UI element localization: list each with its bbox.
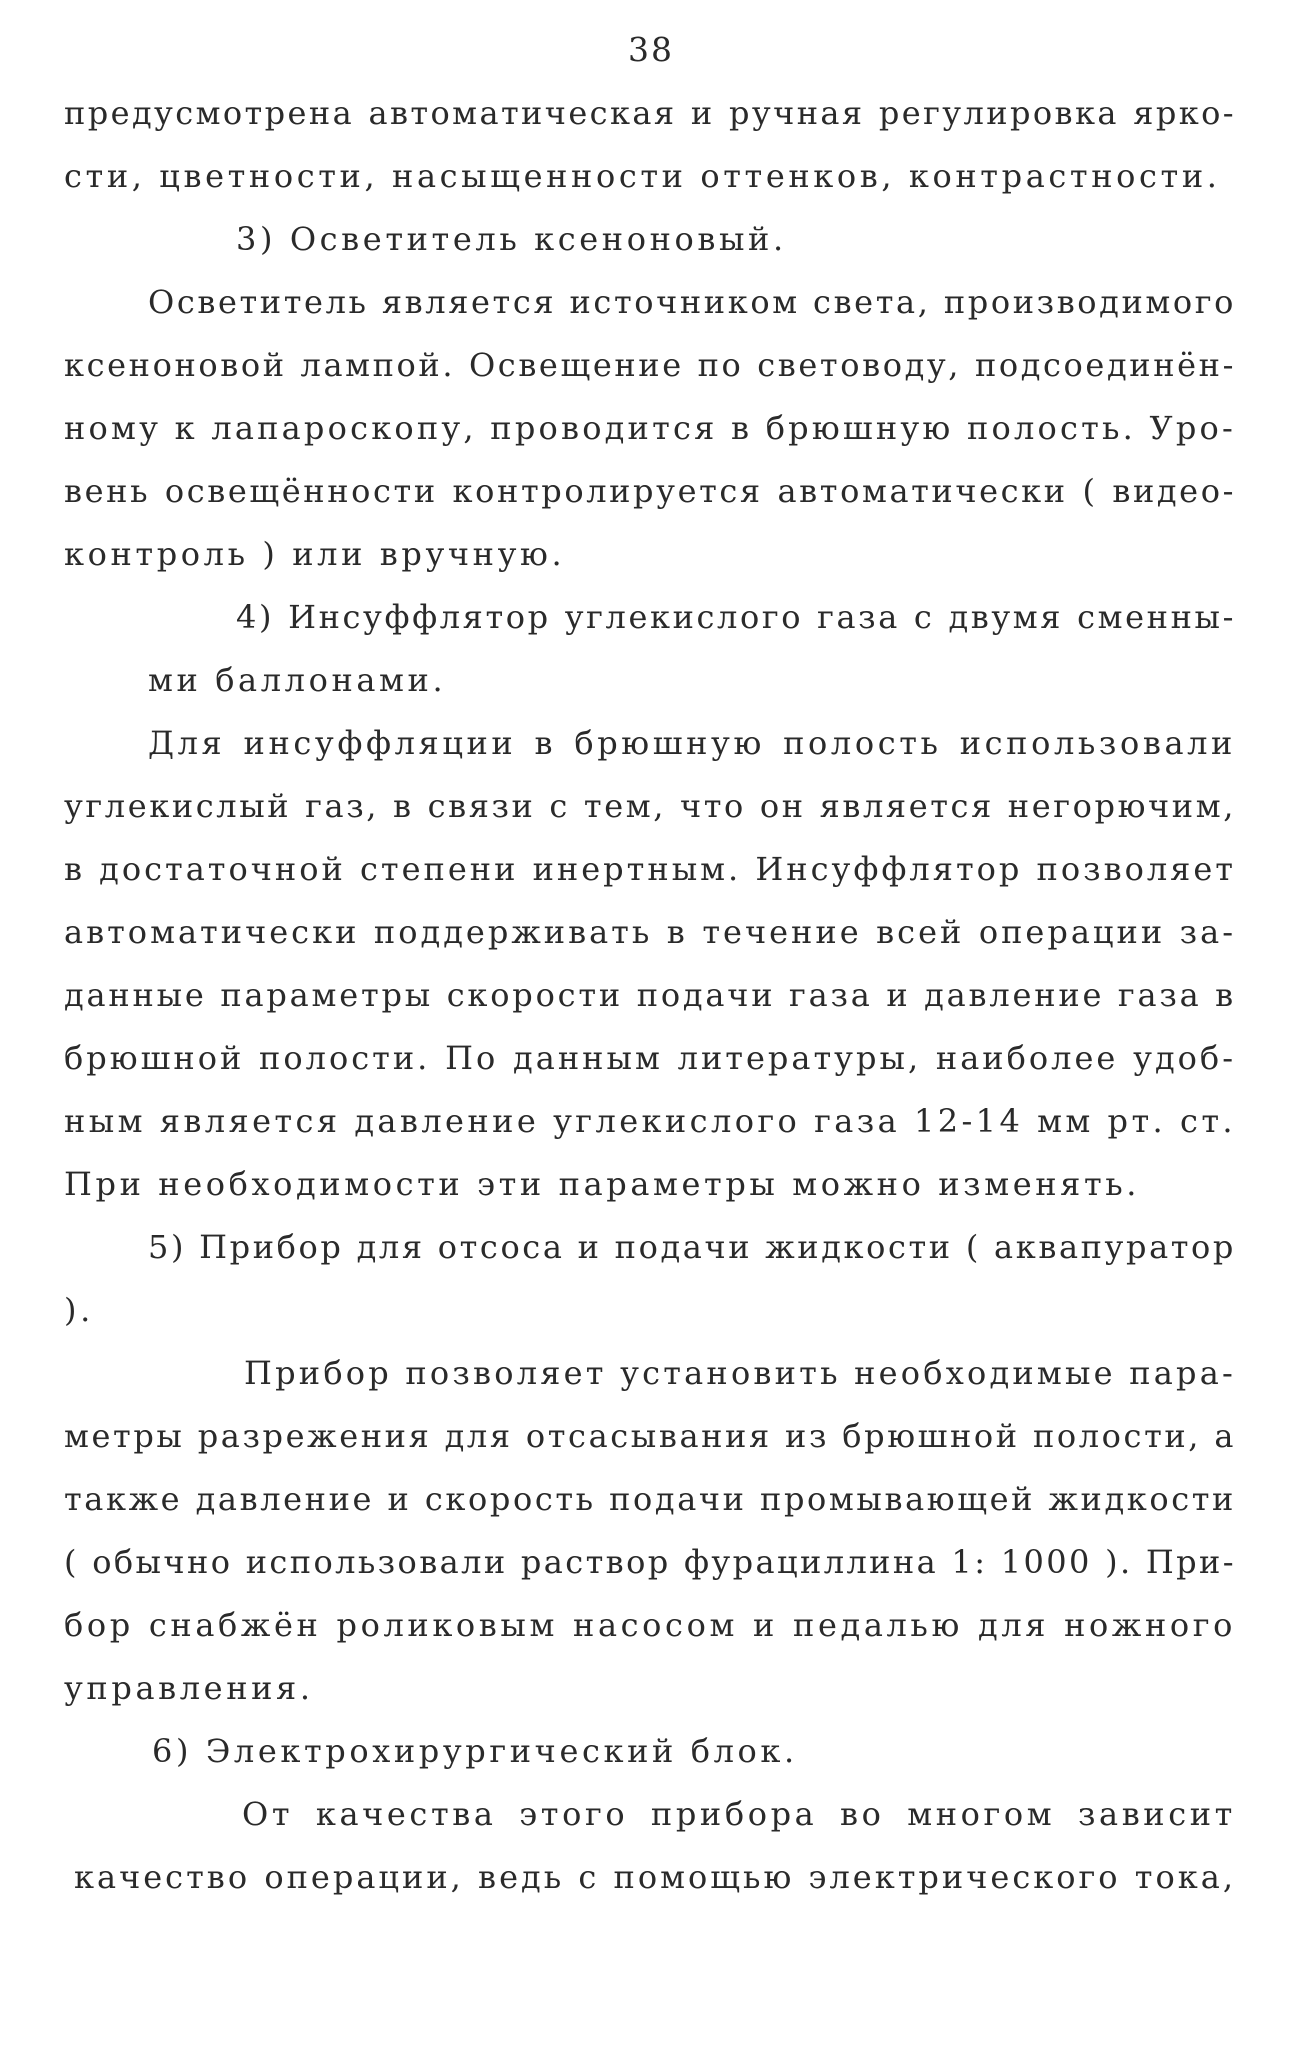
text-line: бор снабжён роликовым насосом и педалью для ножного xyxy=(64,1606,1236,1644)
text-line: данные параметры скорости подачи газа и давление газа в xyxy=(64,976,1236,1014)
text-line: Прибор позволяет установить необходимые пара- xyxy=(244,1354,1236,1392)
list-heading: ми баллонами. xyxy=(148,661,447,699)
text-line: От качества этого прибора во многом зависит xyxy=(242,1795,1236,1833)
text-line: брюшной полости. По данным литературы, наиболее удоб- xyxy=(64,1039,1236,1077)
text-line: качество операции, ведь с помощью электрического тока, xyxy=(74,1858,1236,1896)
text-line: метры разрежения для отсасывания из брюшной полости, а xyxy=(64,1417,1236,1455)
text-line: ному к лапароскопу, проводится в брюшную полость. Уро- xyxy=(64,409,1236,447)
list-heading: 5) Прибор для отсоса и подачи жидкости ( аквапуратор xyxy=(148,1228,1236,1266)
text-line: При необходимости эти параметры можно изменять. xyxy=(64,1165,1141,1203)
list-heading: 6) Электрохирургический блок. xyxy=(152,1732,798,1770)
text-line: в достаточной степени инертным. Инсуффлятор позволяет xyxy=(64,850,1236,888)
text-line: также давление и скорость подачи промывающей жидкости xyxy=(64,1480,1236,1518)
list-heading: 3) Осветитель ксеноновый. xyxy=(236,220,787,258)
text-line: ным является давление углекислого газа 12-14 мм рт. ст. xyxy=(64,1102,1236,1140)
text-line: ( обычно использовали раствор фурациллина 1: 1000 ). При- xyxy=(64,1543,1236,1581)
text-line: управления. xyxy=(64,1669,314,1707)
body-text xyxy=(64,82,1236,1909)
list-heading: 4) Инсуффлятор углекислого газа с двумя сменны- xyxy=(236,598,1236,636)
text-line: контроль ) или вручную. xyxy=(64,535,566,573)
text-line: сти, цветности, насыщенности оттенков, контрастности. xyxy=(64,157,1221,195)
text-line: углекислый газ, в связи с тем, что он является негорючим, xyxy=(64,787,1236,825)
text-line: предусмотрена автоматическая и ручная регулировка ярко- xyxy=(64,94,1236,132)
text-line: вень освещённости контролируется автоматически ( видео- xyxy=(64,472,1236,510)
text-line: Для инсуффляции в брюшную полость использовали xyxy=(148,724,1236,762)
text-line: Осветитель является источником света, производимого xyxy=(148,283,1236,321)
text-line: автоматически поддерживать в течение всей операции за- xyxy=(64,913,1236,951)
list-heading: ). xyxy=(64,1291,94,1329)
page-number: 38 xyxy=(628,30,674,69)
text-line: ксеноновой лампой. Освещение по световоду, подсоединён- xyxy=(64,346,1236,384)
